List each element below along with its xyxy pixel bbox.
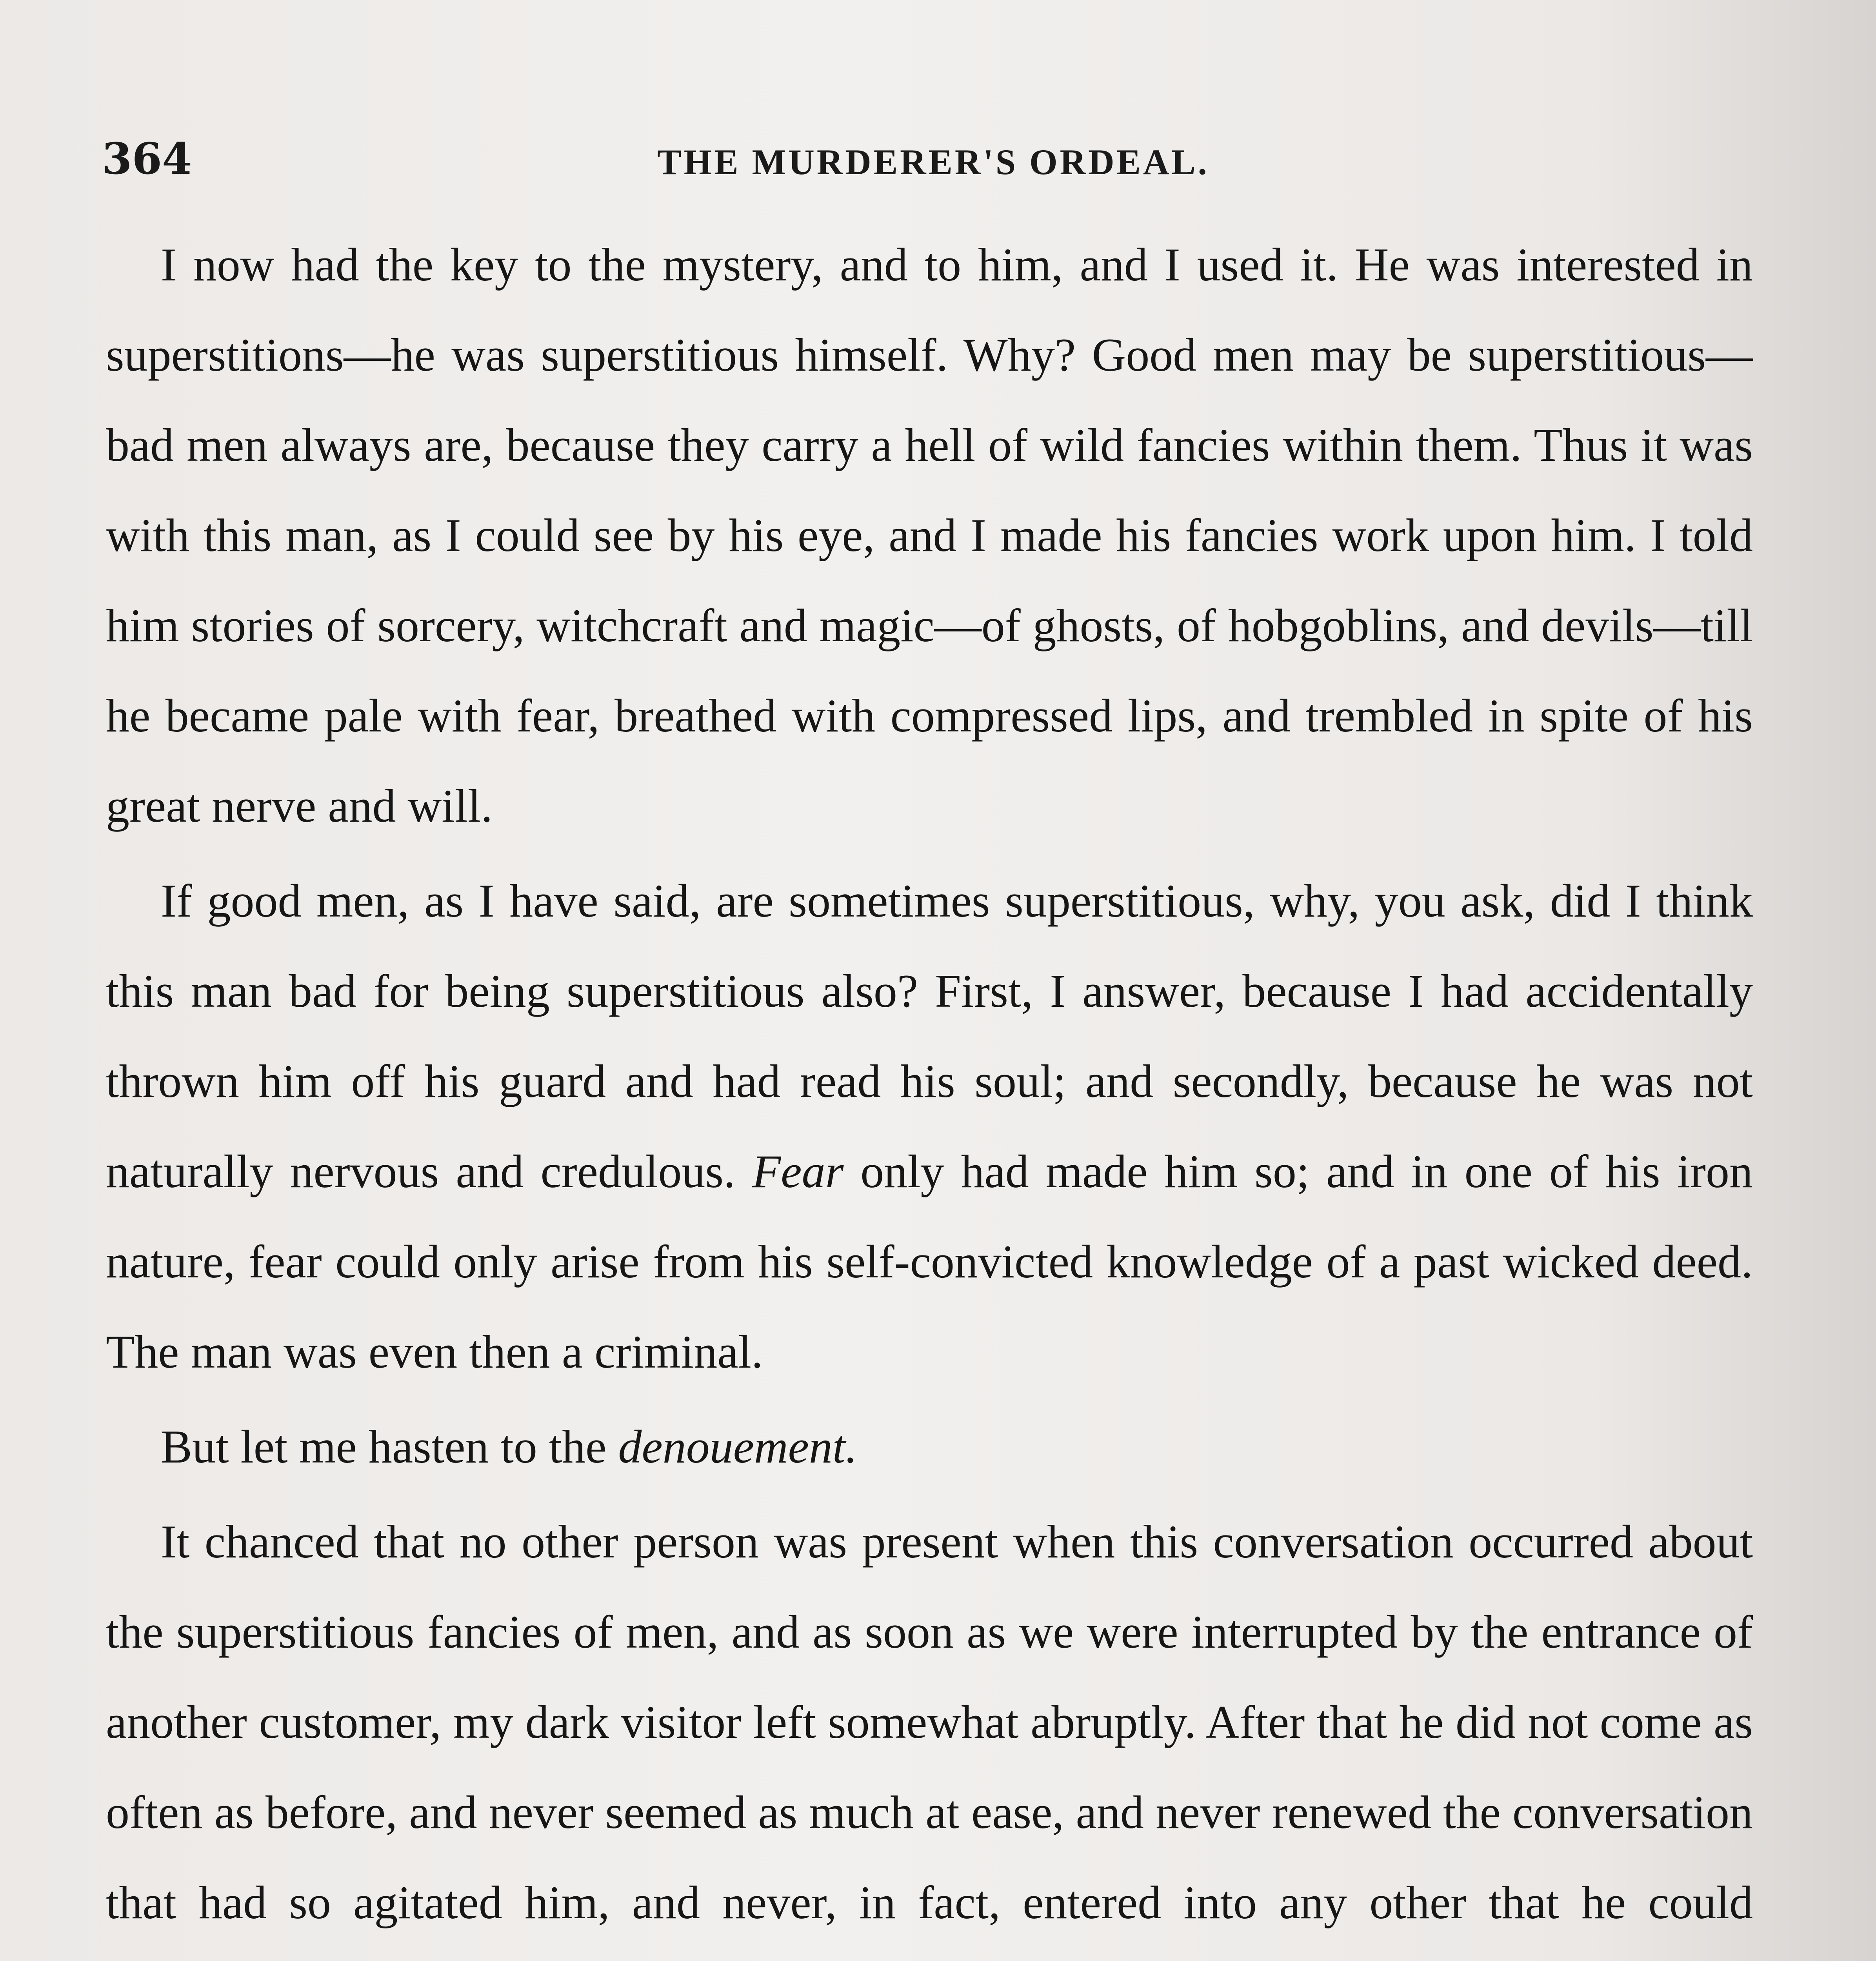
page-number: 364: [102, 133, 192, 184]
paragraph: It chanced that no other person was present when this conversation occurred about the superstitious fancies of men, and as soon as we were interrupted by the entrance of another customer, my dark visitor left somewhat abruptly. After that he did not come as often as before, and never seemed as much at ease, and never renewed the conversation that had so agitated him, and never, in fact, entered into any other that he could: [106, 1515, 1753, 1928]
paragraph: If good men, as I have said, are sometimes superstitious, why, you ask, did I think this man bad for being superstitious also? First, I answer, because I had accidentally thrown him off his guard and had read his soul; and secondly, because he was not naturally nervous and credulous. Fear only had made him so; and in one of his iron nature, fear could only arise from his self-convicted knowledge of a past wicked deed. The man was even then a criminal.: [106, 875, 1753, 1378]
emphasis: denouement.: [618, 1421, 858, 1473]
paragraph: I now had the key to the mystery, and to him, and I used it. He was interested in superstitions—he was superstitious himself. Why? Good men may be superstitious—bad men always are, because they carry a hell of wild fancies within them. Thus it was with this man, as I could see by his eye, and I made his fancies work upon him. I told him stories of sorcery, witchcraft and magic—of ghosts, of hobgoblins, and devils—till he became pale with fear, breathed with compressed lips, and trembled in spite of his great nerve and will.: [106, 238, 1753, 832]
body-text: [106, 220, 1753, 1961]
paragraph: But let me hasten to the denouement.: [161, 1421, 858, 1473]
emphasis: Fear: [752, 1145, 844, 1197]
page-header: [94, 129, 1772, 192]
running-title: THE MURDERER'S ORDEAL.: [657, 142, 1209, 182]
